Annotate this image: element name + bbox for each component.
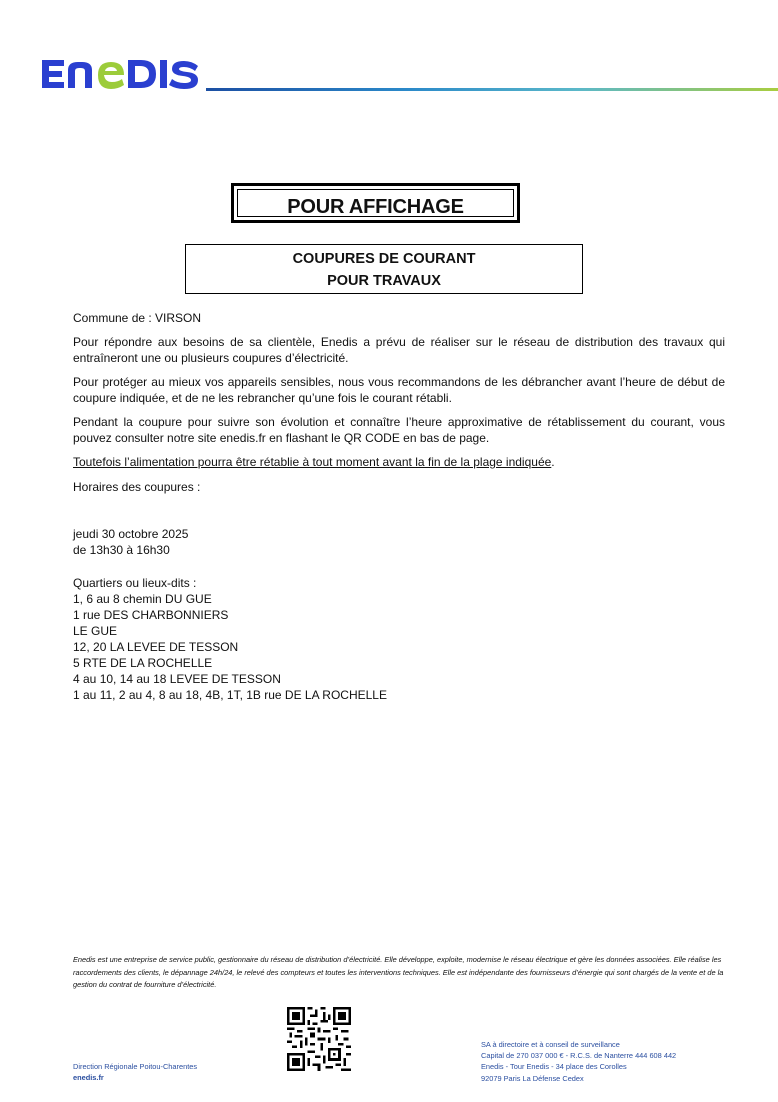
quartiers-label: Quartiers ou lieux-dits : [73,576,197,590]
paragraph-1: Pour répondre aux besoins de sa clientèle, Enedis a prévu de réaliser sur le réseau de distribution des travaux qui entraîneront une ou plusieurs coupures d’électricité. [73,335,725,365]
affichage-box [231,183,520,223]
paragraph-2: Pour protéger au mieux vos appareils sensibles, nous vous recommandons de les débrancher avant l’heure de début de coupure indiquée, et de ne les rebrancher qu’une fois le courant rétabli. [73,375,725,405]
warning-period: . [551,455,555,469]
notice-title: POUR AFFICHAGE [287,196,464,218]
qr-code-icon[interactable] [287,1007,351,1071]
paragraph-3: Pendant la coupure pour suivre son évolution et connaître l’heure approximative de rétablissement du courant, vous pouvez consulter notre site enedis.fr en flashant le QR CODE en bas de page. [73,415,725,445]
footer-legal-line: Capital de 270 037 000 € - R.C.S. de Nanterre 444 608 442 [481,1051,677,1061]
quartier-item: 4 au 10, 14 au 18 LEVEE DE TESSON [73,672,281,686]
notice-subtitle-box [185,244,583,294]
quartier-item: 1 rue DES CHARBONNIERS [73,608,229,622]
footer-legal-line: SA à directoire et à conseil de surveillance [481,1040,620,1049]
warning-line [73,454,555,470]
footer-legal-line: 92079 Paris La Défense Cedex [481,1073,584,1083]
quartier-item: 12, 20 LA LEVEE DE TESSON [73,640,239,654]
quartier-item: 5 RTE DE LA ROCHELLE [73,656,213,670]
notice-subtitle-line2: POUR TRAVAUX [327,273,441,289]
notice-subtitle-line1: COUPURES DE COURANT [292,251,476,267]
footer-direction: Direction Régionale Poitou-Charentes [73,1062,198,1071]
quartier-item: LE GUE [73,624,118,638]
quartier-item: 1 au 11, 2 au 4, 8 au 18, 4B, 1T, 1B rue DE LA ROCHELLE [73,688,387,702]
outage-time: de 13h30 à 16h30 [73,543,170,557]
outage-date: jeudi 30 octobre 2025 [73,527,189,541]
footer-note: Enedis est une entreprise de service public, gestionnaire du réseau de distribution d’électricité. Elle développe, exploite, modernise le réseau électrique et gère les données associées. Elle réalise les raccordements des clients, le dépannage 24h/24, le relevé des compteurs et toutes les interventions techniques. Elle est indépendante des fournisseurs d’énergie qui sont chargés de la vente et de la gestion du contrat de fourniture d’électricité. [73,955,724,990]
commune: Commune de : VIRSON [73,311,202,325]
warning-text: Toutefois l’alimentation pourra être rétablie à tout moment avant la fin de la plage indiquée [73,455,552,469]
footer-legal [481,1039,676,1084]
horaires-label: Horaires des coupures : [73,480,201,494]
footer-site-link[interactable]: enedis.fr [73,1073,104,1083]
footer-legal-line: Enedis - Tour Enedis - 34 place des Corolles [481,1062,627,1072]
quartier-item: 1, 6 au 8 chemin DU GUE [73,592,212,606]
header-rule [206,88,778,91]
footer-left [73,1061,197,1083]
enedis-logo [38,52,203,96]
